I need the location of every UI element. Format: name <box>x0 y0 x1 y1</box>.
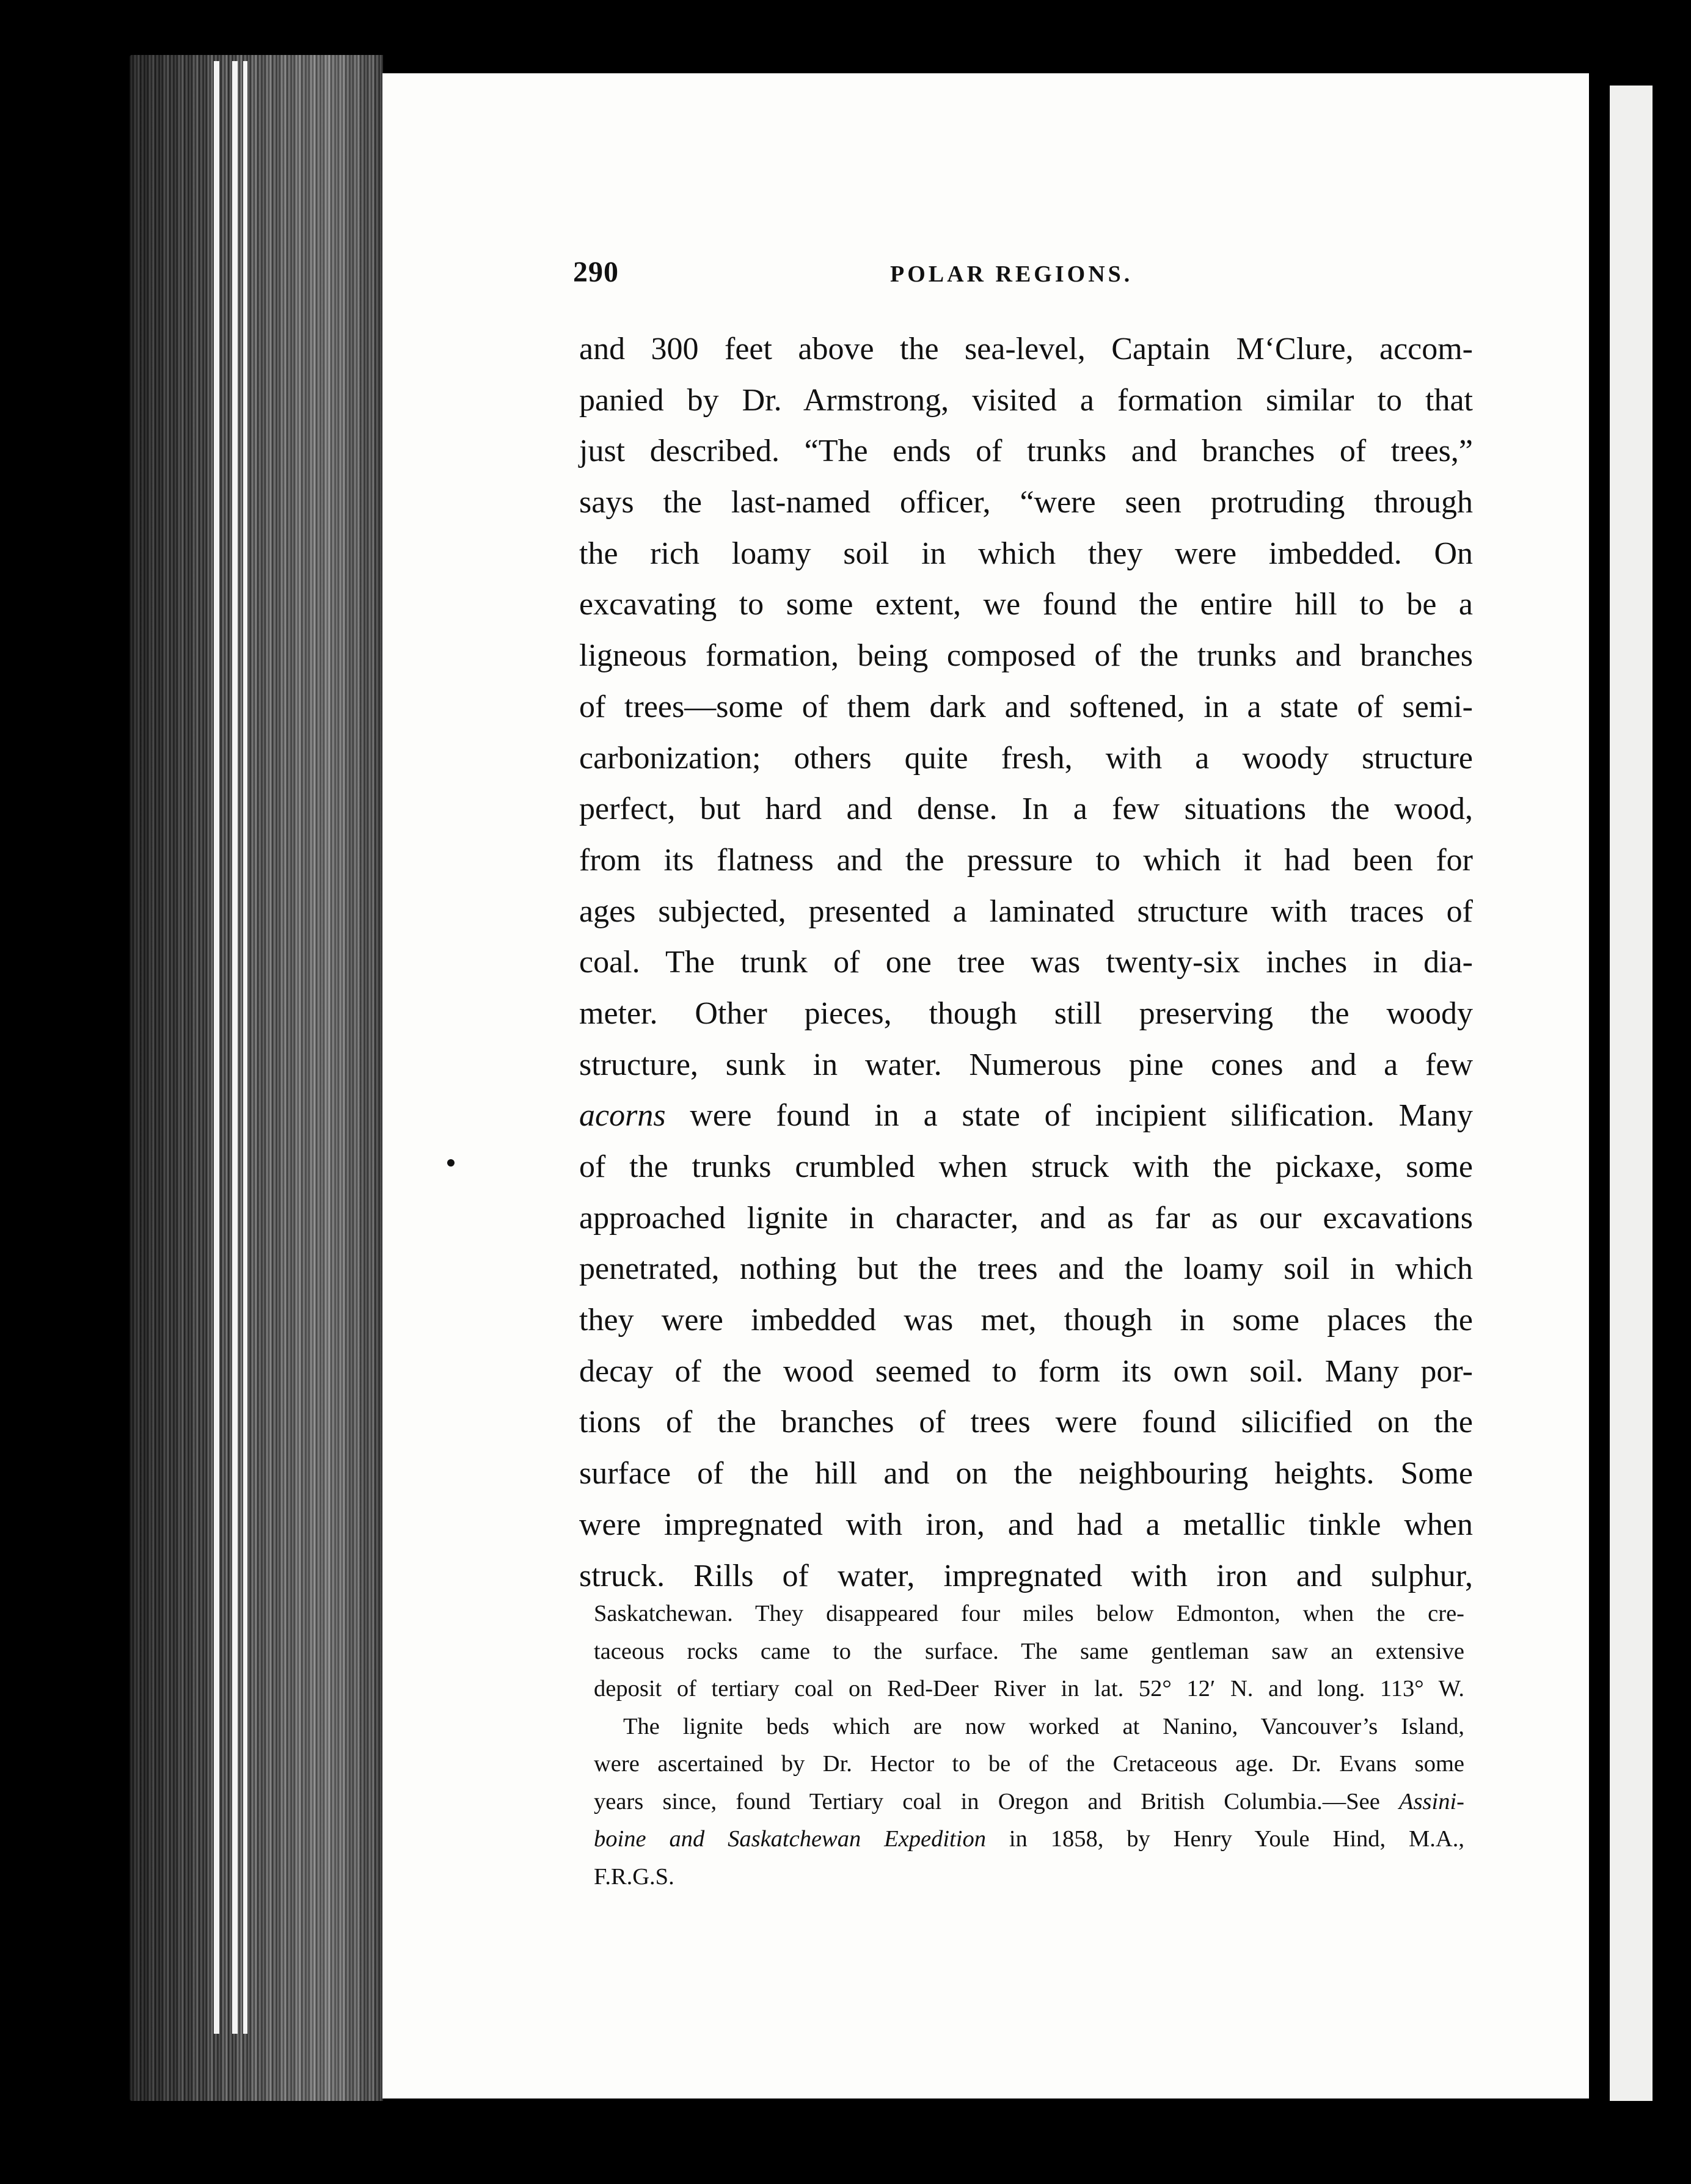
running-head <box>573 255 1160 292</box>
text-line: penetrated, nothing but the trees and the loamy soil in which <box>579 1251 1473 1287</box>
footnote-line: The lignite beds which are now worked at Nanino, Vancouver’s Island, <box>623 1713 1464 1739</box>
body-text <box>579 324 1473 1601</box>
footnote-line: Saskatchewan. They disappeared four miles below Edmonton, when the cre- <box>594 1601 1464 1626</box>
text-line: were impregnated with iron, and had a metallic tinkle when <box>579 1507 1473 1542</box>
text-line: and 300 feet above the sea-level, Captain M‘Clure, accom- <box>579 332 1473 366</box>
text-line: struck. Rills of water, impregnated with iron and sulphur, <box>579 1558 1473 1593</box>
page-edge-highlight <box>214 61 219 2034</box>
text-line <box>579 1090 1473 1141</box>
text-line: ages subjected, presented a laminated structure with traces of <box>579 894 1473 929</box>
footnote-line <box>594 1783 1464 1821</box>
margin-mark <box>447 1159 455 1167</box>
text-line: surface of the hill and on the neighbouring heights. Some <box>579 1456 1473 1491</box>
text-line: carbonization; others quite fresh, with a woody structure <box>579 740 1473 776</box>
text-line: of the trunks crumbled when struck with the pickaxe, some <box>579 1149 1473 1184</box>
italic-text: boine and Saskatchewan Expedition <box>594 1826 986 1852</box>
text-line: of trees—some of them dark and softened, in a state of semi- <box>579 689 1473 724</box>
text-line: decay of the wood seemed to form its own soil. Many por- <box>579 1353 1473 1389</box>
stacked-page-edges <box>130 55 383 2101</box>
footnote-line: deposit of tertiary coal on Red-Deer River in lat. 52° 12′ N. and long. 113° W. <box>594 1676 1464 1702</box>
text-line: says the last-named officer, “were seen protruding through <box>579 485 1473 520</box>
text-line: structure, sunk in water. Numerous pine cones and a few <box>579 1047 1473 1082</box>
text-line: ligneous formation, being composed of the trunks and branches <box>579 638 1473 674</box>
text-line: tions of the branches of trees were found silicified on the <box>579 1405 1473 1440</box>
text-line: perfect, but hard and dense. In a few situations the wood, <box>579 792 1473 827</box>
text-line: they were imbedded was met, though in some places the <box>579 1303 1473 1338</box>
text-line: from its flatness and the pressure to which it had been for <box>579 842 1473 878</box>
italic-text: Assini- <box>1399 1788 1464 1815</box>
text-line: panied by Dr. Armstrong, visited a formation similar to that <box>579 382 1473 418</box>
text-line: approached lignite in character, and as far as our excavations <box>579 1200 1473 1236</box>
page-number: 290 <box>573 256 619 288</box>
text-line: excavating to some extent, we found the entire hill to be a <box>579 587 1473 622</box>
text-line: the rich loamy soil in which they were imbedded. On <box>579 536 1473 571</box>
text-run: in 1858, by Henry Youle Hind, M.A., <box>985 1826 1464 1852</box>
footnote-line <box>594 1821 1464 1858</box>
text-line: just described. “The ends of trunks and branches of trees,” <box>579 434 1473 469</box>
footnote-block <box>594 1595 1464 1896</box>
footnote-line: taceous rocks came to the surface. The same gentleman saw an extensive <box>594 1638 1464 1664</box>
footnote-line: F.R.G.S. <box>594 1863 674 1890</box>
running-title: POLAR REGIONS. <box>890 261 1133 287</box>
page-edge-highlight <box>243 61 247 2034</box>
text-run: years since, found Tertiary coal in Oregon and British Columbia.—See <box>594 1788 1400 1815</box>
text-line: meter. Other pieces, though still preserving the woody <box>579 996 1473 1031</box>
italic-text: acorns <box>579 1098 666 1134</box>
facing-page-edge <box>1610 86 1653 2101</box>
text-line: coal. The trunk of one tree was twenty-six inches in dia- <box>579 945 1473 980</box>
page-edge-highlight <box>232 61 238 2034</box>
text-run: were found in a state of incipient silification. Many <box>665 1098 1473 1134</box>
footnote-line: were ascertained by Dr. Hector to be of the Cretaceous age. Dr. Evans some <box>594 1751 1464 1777</box>
